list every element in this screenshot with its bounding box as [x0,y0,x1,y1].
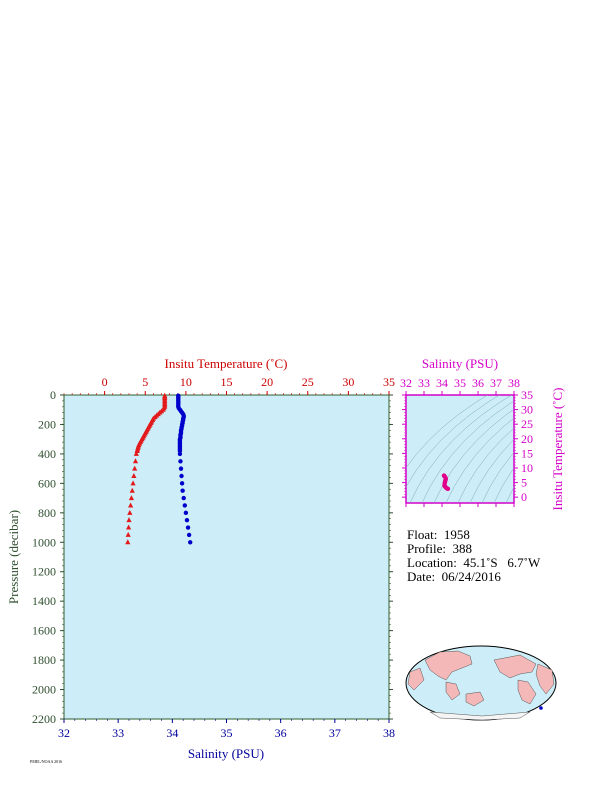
profile-number: Profile: 388 [407,541,472,556]
ts-temperature-tick-label: 10 [521,460,533,475]
ts-salinity-tick-label: 35 [454,376,466,390]
pressure-tick-label: 400 [38,446,56,461]
ts-temperature-tick-label: 25 [521,417,533,432]
ts-salinity-tick-label: 34 [436,376,448,390]
pressure-tick-label: 1000 [32,535,56,550]
float-location-marker [539,706,543,710]
salinity-point [185,518,189,522]
temperature-tick-label: 30 [342,375,355,389]
pressure-tick-label: 2200 [32,712,56,726]
salinity-point [186,525,190,529]
ts-temperature-tick-label: 15 [521,446,533,461]
pressure-tick-label: 1400 [32,594,56,609]
ts-plot-area [406,395,514,503]
temperature-tick-label: 25 [301,375,314,389]
pressure-tick-label: 0 [50,388,56,402]
footer-credit: PMEL/NOAA 2016 [30,759,63,764]
ts-salinity-tick-label: 32 [400,376,412,390]
temperature-tick-label: 5 [142,375,149,389]
salinity-point [179,474,183,478]
ts-point [446,487,450,491]
pressure-axis-title: Pressure (decibar) [6,509,21,605]
salinity-tick-label: 38 [383,726,395,740]
ts-salinity-axis-title: Salinity (PSU) [421,356,499,371]
salinity-tick-label: 36 [274,726,287,740]
density-contour [530,390,612,503]
pressure-tick-labels [32,388,56,726]
temperature-tick-label: 10 [179,375,192,389]
salinity-point [183,503,187,507]
salinity-point [182,496,186,500]
salinity-point [187,533,191,537]
temperature-axis-title: Insitu Temperature (˚C) [164,356,288,371]
pressure-tick-label: 200 [38,417,56,432]
salinity-point [178,459,182,463]
main-plot-area [64,395,389,719]
ts-salinity-tick-labels [400,376,520,390]
salinity-axis-title: Salinity (PSU) [187,746,265,761]
ts-temperature-axis-title: Insitu Temperature (˚C) [550,387,565,511]
temperature-tick-label: 35 [383,375,395,389]
salinity-tick-label: 32 [58,726,70,740]
world-map [406,646,556,720]
pressure-tick-label: 1600 [32,623,56,638]
ts-salinity-tick-label: 36 [472,376,484,390]
ts-salinity-tick-label: 33 [418,376,430,390]
temperature-tick-label: 15 [220,375,233,389]
pressure-tick-label: 1800 [32,653,56,668]
salinity-tick-label: 34 [166,726,179,740]
ts-temperature-tick-label: 20 [521,431,533,446]
salinity-point [184,511,188,515]
salinity-tick-label: 33 [112,726,125,740]
ts-temperature-tick-label: 0 [521,490,527,505]
salinity-tick-label: 35 [220,726,233,740]
pressure-tick-label: 2000 [32,682,56,697]
date: Date: 06/24/2016 [407,569,501,584]
ts-temperature-tick-label: 5 [521,475,527,490]
salinity-tick-labels [58,726,395,740]
temperature-tick-label: 20 [261,375,274,389]
ts-temperature-tick-label: 30 [521,402,533,417]
pressure-tick-label: 800 [38,505,56,520]
ts-temperature-tick-labels [521,388,533,504]
pressure-tick-label: 1200 [32,564,56,579]
salinity-point [178,452,182,456]
salinity-tick-label: 37 [328,726,341,740]
float-info [407,528,540,584]
location: Location: 45.1˚S 6.7˚W [407,555,541,570]
salinity-point [179,466,183,470]
float-number: Float: 1958 [407,527,470,542]
temperature-tick-label: 0 [101,375,108,389]
salinity-point [180,489,184,493]
pressure-tick-label: 600 [38,476,56,491]
ts-temperature-tick-label: 35 [521,388,533,402]
salinity-point [180,481,184,485]
salinity-point [188,540,192,544]
temperature-tick-labels [102,375,395,389]
ts-salinity-tick-label: 38 [508,376,520,390]
ts-salinity-tick-label: 37 [490,376,502,390]
